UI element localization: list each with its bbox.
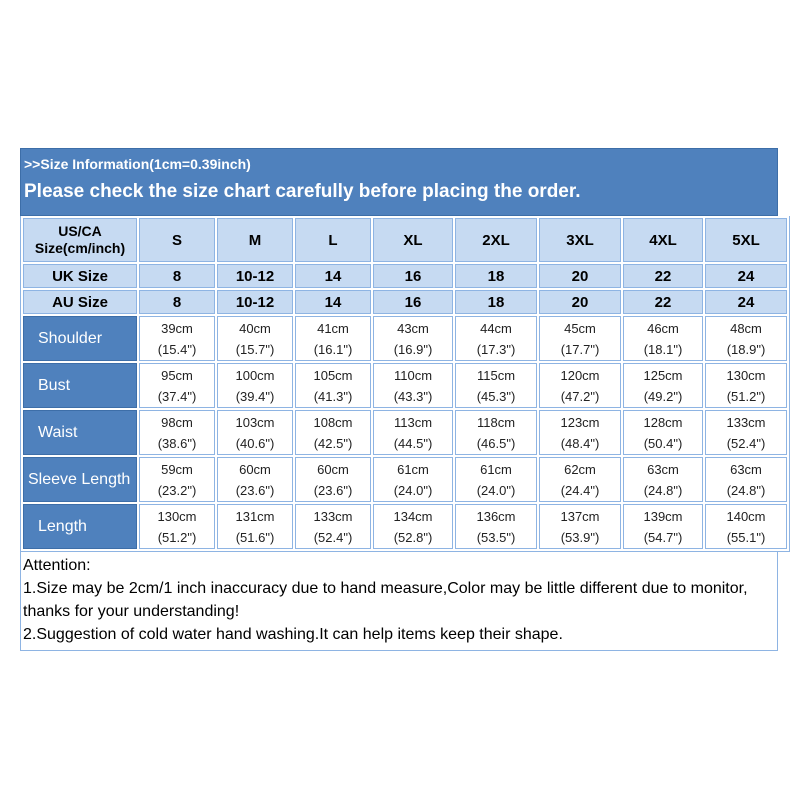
measurement-cell — [217, 363, 293, 408]
uk-size-label: UK Size — [23, 264, 137, 288]
us-size-cell: L — [295, 218, 371, 262]
uk-size-row — [23, 264, 787, 288]
measurement-row — [23, 363, 787, 408]
cm-value: 44cm — [480, 320, 512, 336]
measurement-label: Sleeve Length — [23, 457, 137, 502]
inch-value: (54.7") — [643, 529, 683, 545]
inch-value: (18.1") — [643, 341, 683, 357]
cm-value: 46cm — [647, 320, 679, 336]
inch-value: (52.8") — [393, 529, 433, 545]
inch-value: (18.9") — [726, 341, 766, 357]
us-size-cell: S — [139, 218, 215, 262]
uk-size-cell: 10-12 — [217, 264, 293, 288]
au-size-label: AU Size — [23, 290, 137, 314]
measurement-row — [23, 504, 787, 549]
cm-value: 133cm — [726, 414, 766, 430]
au-size-cell: 20 — [539, 290, 621, 314]
corner-cell — [23, 218, 137, 262]
inch-value: (44.5") — [393, 435, 433, 451]
inch-value: (24.0") — [393, 482, 433, 498]
inch-value: (50.4") — [643, 435, 683, 451]
cm-value: 140cm — [726, 508, 766, 524]
cm-value: 103cm — [235, 414, 275, 430]
inch-value: (42.5") — [313, 435, 353, 451]
measurement-cell — [455, 316, 537, 361]
inch-value: (24.8") — [726, 482, 766, 498]
measurement-cell — [295, 316, 371, 361]
measurement-cell — [623, 363, 703, 408]
cm-value: 110cm — [393, 367, 433, 383]
au-size-cell: 16 — [373, 290, 453, 314]
measurement-cell — [455, 363, 537, 408]
measurement-cell — [373, 457, 453, 502]
attention-heading: Attention: — [23, 557, 91, 574]
cm-value: 105cm — [313, 367, 353, 383]
measurement-cell — [623, 504, 703, 549]
au-size-cell: 24 — [705, 290, 787, 314]
size-table — [20, 216, 790, 552]
cm-value: 115cm — [476, 367, 516, 383]
measurement-cell — [373, 316, 453, 361]
cm-value: 100cm — [235, 367, 275, 383]
cm-value: 41cm — [317, 320, 349, 336]
cm-value: 63cm — [730, 461, 762, 477]
us-size-cell: XL — [373, 218, 453, 262]
measurement-cell — [539, 363, 621, 408]
measurement-cell — [705, 504, 787, 549]
measurement-cell — [295, 363, 371, 408]
inch-value: (55.1") — [726, 529, 766, 545]
uk-size-cell: 24 — [705, 264, 787, 288]
us-size-cell: 4XL — [623, 218, 703, 262]
measurement-cell — [217, 316, 293, 361]
au-size-cell: 22 — [623, 290, 703, 314]
cm-value: 128cm — [643, 414, 683, 430]
us-size-cell: M — [217, 218, 293, 262]
measurement-cell — [217, 457, 293, 502]
inch-value: (17.7") — [560, 341, 600, 357]
inch-value: (16.1") — [313, 341, 353, 357]
measurement-label: Length — [23, 504, 137, 549]
cm-value: 60cm — [317, 461, 349, 477]
inch-value: (52.4") — [313, 529, 353, 545]
inch-value: (51.2") — [726, 388, 766, 404]
cm-value: 59cm — [161, 461, 193, 477]
measurement-cell — [295, 504, 371, 549]
cm-value: 45cm — [564, 320, 596, 336]
inch-value: (53.9") — [560, 529, 600, 545]
corner-line2: Size(cm/inch) — [34, 240, 126, 256]
uk-size-cell: 16 — [373, 264, 453, 288]
au-size-cell: 8 — [139, 290, 215, 314]
inch-value: (15.4") — [157, 341, 197, 357]
measurement-cell — [539, 410, 621, 455]
measurement-cell — [623, 316, 703, 361]
inch-value: (45.3") — [476, 388, 516, 404]
measurement-cell — [455, 504, 537, 549]
inch-value: (52.4") — [726, 435, 766, 451]
uk-size-cell: 14 — [295, 264, 371, 288]
inch-value: (23.2") — [157, 482, 197, 498]
inch-value: (24.8") — [643, 482, 683, 498]
cm-value: 123cm — [560, 414, 600, 430]
cm-value: 136cm — [476, 508, 516, 524]
inch-value: (48.4") — [560, 435, 600, 451]
cm-value: 62cm — [564, 461, 596, 477]
cm-value: 61cm — [397, 461, 429, 477]
inch-value: (16.9") — [393, 341, 433, 357]
inch-value: (53.5") — [476, 529, 516, 545]
inch-value: (24.4") — [560, 482, 600, 498]
measurement-label: Waist — [23, 410, 137, 455]
inch-value: (23.6") — [235, 482, 275, 498]
uk-size-cell: 22 — [623, 264, 703, 288]
inch-value: (51.6") — [235, 529, 275, 545]
inch-value: (41.3") — [313, 388, 353, 404]
cm-value: 60cm — [239, 461, 271, 477]
inch-value: (37.4") — [157, 388, 197, 404]
measurement-cell — [139, 410, 215, 455]
cm-value: 118cm — [476, 414, 516, 430]
inch-value: (38.6") — [157, 435, 197, 451]
cm-value: 134cm — [393, 508, 433, 524]
cm-value: 43cm — [397, 320, 429, 336]
cm-value: 113cm — [393, 414, 433, 430]
cm-value: 61cm — [480, 461, 512, 477]
measurement-cell — [705, 316, 787, 361]
cm-value: 137cm — [560, 508, 600, 524]
measurement-cell — [139, 504, 215, 549]
uk-size-cell: 8 — [139, 264, 215, 288]
us-size-cell: 5XL — [705, 218, 787, 262]
uk-size-cell: 18 — [455, 264, 537, 288]
us-size-cell: 3XL — [539, 218, 621, 262]
measurement-cell — [373, 504, 453, 549]
measurement-label: Shoulder — [23, 316, 137, 361]
cm-value: 40cm — [239, 320, 271, 336]
inch-value: (46.5") — [476, 435, 516, 451]
measurement-cell — [139, 363, 215, 408]
cm-value: 130cm — [726, 367, 766, 383]
attention-notes — [20, 552, 778, 651]
measurement-label: Bust — [23, 363, 137, 408]
cm-value: 63cm — [647, 461, 679, 477]
cm-value: 131cm — [235, 508, 275, 524]
note-line1: 1.Size may be 2cm/1 inch inaccuracy due to hand measure,Color may be little different due to monitor, thanks for your understanding! — [23, 580, 748, 620]
measurement-cell — [539, 316, 621, 361]
measurement-cell — [139, 316, 215, 361]
inch-value: (47.2") — [560, 388, 600, 404]
inch-value: (23.6") — [313, 482, 353, 498]
measurement-cell — [217, 410, 293, 455]
cm-value: 48cm — [730, 320, 762, 336]
au-size-cell: 18 — [455, 290, 537, 314]
cm-value: 139cm — [643, 508, 683, 524]
au-size-cell: 10-12 — [217, 290, 293, 314]
measurement-cell — [455, 457, 537, 502]
measurement-cell — [705, 363, 787, 408]
inch-value: (40.6") — [235, 435, 275, 451]
au-size-row — [23, 290, 787, 314]
measurement-cell — [373, 363, 453, 408]
measurement-cell — [623, 457, 703, 502]
inch-value: (49.2") — [643, 388, 683, 404]
cm-value: 133cm — [313, 508, 353, 524]
measurement-cell — [705, 457, 787, 502]
measurement-cell — [539, 504, 621, 549]
cm-value: 108cm — [313, 414, 353, 430]
cm-value: 39cm — [161, 320, 193, 336]
uk-size-cell: 20 — [539, 264, 621, 288]
cm-value: 98cm — [161, 414, 193, 430]
cm-value: 120cm — [560, 367, 600, 383]
measurement-cell — [373, 410, 453, 455]
cm-value: 95cm — [161, 367, 193, 383]
measurement-row — [23, 457, 787, 502]
inch-value: (15.7") — [235, 341, 275, 357]
cm-value: 125cm — [643, 367, 683, 383]
au-size-cell: 14 — [295, 290, 371, 314]
measurement-cell — [295, 410, 371, 455]
measurement-cell — [539, 457, 621, 502]
banner-subtitle: >>Size Information(1cm=0.39inch) — [24, 156, 251, 172]
measurement-cell — [295, 457, 371, 502]
inch-value: (39.4") — [235, 388, 275, 404]
inch-value: (17.3") — [476, 341, 516, 357]
banner-title: Please check the size chart carefully before placing the order. — [24, 181, 581, 202]
measurement-row — [23, 410, 787, 455]
measurement-row — [23, 316, 787, 361]
measurement-cell — [623, 410, 703, 455]
measurement-cell — [139, 457, 215, 502]
measurement-cell — [455, 410, 537, 455]
cm-value: 130cm — [157, 508, 197, 524]
note-line2: 2.Suggestion of cold water hand washing.It can help items keep their shape. — [23, 626, 563, 643]
size-info-banner — [20, 148, 778, 216]
measurement-cell — [217, 504, 293, 549]
size-chart — [20, 148, 778, 651]
corner-line1: US/CA — [58, 223, 102, 239]
measurement-cell — [705, 410, 787, 455]
inch-value: (43.3") — [393, 388, 433, 404]
inch-value: (51.2") — [157, 529, 197, 545]
inch-value: (24.0") — [476, 482, 516, 498]
us-size-row — [23, 218, 787, 262]
us-size-cell: 2XL — [455, 218, 537, 262]
